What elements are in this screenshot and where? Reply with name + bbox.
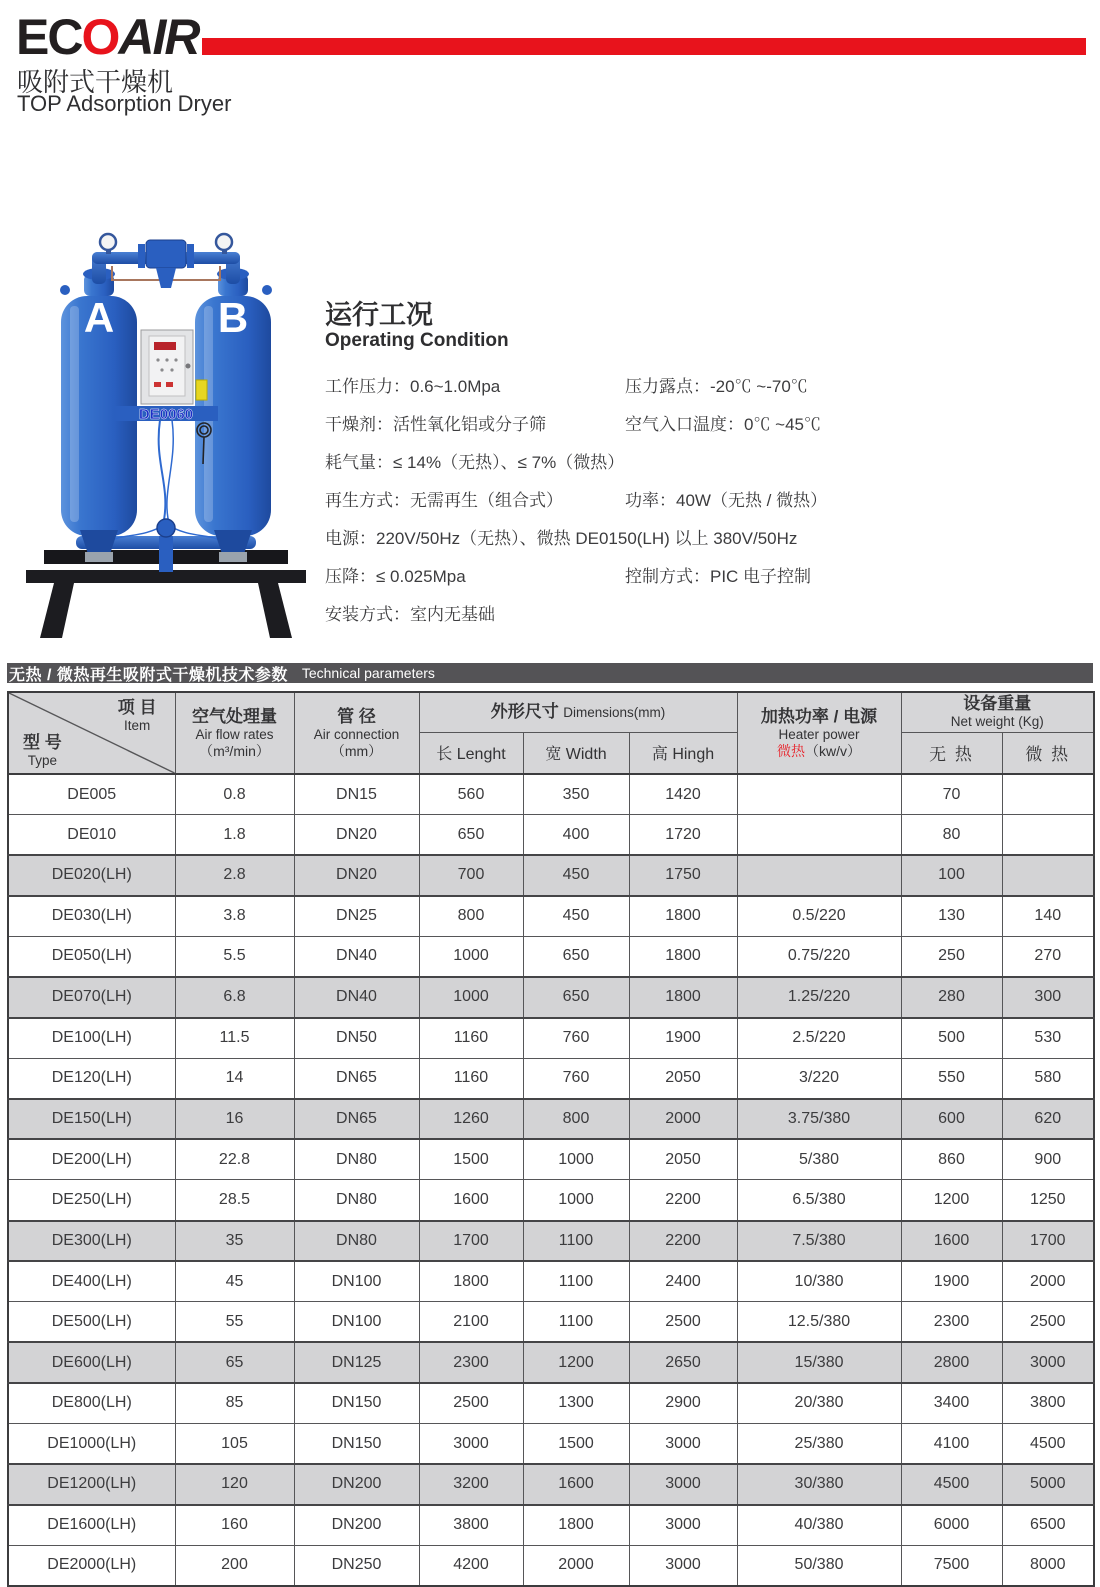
table-title-en: Technical parameters: [301, 665, 435, 681]
table-cell: DE2000(LH): [8, 1545, 175, 1586]
table-cell: 580: [1002, 1058, 1094, 1099]
table-cell: DE005: [8, 774, 175, 815]
table-cell: 2.8: [175, 855, 294, 896]
warning-tag: [196, 380, 207, 400]
table-cell: 3000: [629, 1464, 737, 1505]
table-cell: 50/380: [737, 1545, 901, 1586]
table-cell: 3.8: [175, 896, 294, 937]
table-cell: 650: [419, 815, 523, 856]
table-cell: DN50: [294, 1018, 419, 1059]
product-title-cn: 吸附式干燥机: [17, 67, 174, 97]
table-cell: DE150(LH): [8, 1099, 175, 1140]
table-cell: 100: [901, 855, 1002, 896]
table-cell: 300: [1002, 977, 1094, 1018]
table-cell: 6500: [1002, 1505, 1094, 1546]
table-cell: 3800: [1002, 1383, 1094, 1424]
table-cell: DE120(LH): [8, 1058, 175, 1099]
table-cell: 105: [175, 1424, 294, 1465]
controller-display: [154, 342, 176, 350]
table-cell: 3800: [419, 1505, 523, 1546]
header-type-item-cell: [8, 692, 175, 774]
table-cell: 5.5: [175, 936, 294, 977]
table-cell: DE200(LH): [8, 1139, 175, 1180]
table-cell: [737, 774, 901, 815]
table-cell: 800: [419, 896, 523, 937]
table-cell: 550: [901, 1058, 1002, 1099]
table-cell: 2200: [629, 1180, 737, 1221]
operating-left: 干燥剂：活性氧化铝或分子筛: [325, 415, 546, 434]
table-cell: [1002, 855, 1094, 896]
table-cell: DN15: [294, 774, 419, 815]
table-cell: 130: [901, 896, 1002, 937]
operating-right: 功率：40W（无热 / 微热）: [625, 491, 828, 510]
table-cell: 6.5/380: [737, 1180, 901, 1221]
table-cell: 1800: [629, 936, 737, 977]
table-cell: 6000: [901, 1505, 1002, 1546]
table-cell: 1500: [419, 1139, 523, 1180]
table-cell: 2050: [629, 1058, 737, 1099]
table-cell: 2650: [629, 1342, 737, 1383]
table-row: [8, 1545, 1094, 1586]
table-row: [8, 1139, 1094, 1180]
table-cell: DN100: [294, 1261, 419, 1302]
heater-hot-label: 微热: [777, 743, 806, 759]
logo-ec: EC: [16, 9, 82, 65]
table-row: [8, 1505, 1094, 1546]
controller-model-label: DE0060: [138, 406, 194, 423]
table-cell: 760: [523, 1058, 629, 1099]
table-cell: DN25: [294, 896, 419, 937]
table-cell: 20/380: [737, 1383, 901, 1424]
table-cell: 30/380: [737, 1464, 901, 1505]
table-cell: 2300: [419, 1342, 523, 1383]
table-cell: 0.75/220: [737, 936, 901, 977]
header-net-weight: 设备重量 Net weight (Kg): [901, 692, 1094, 732]
table-cell: 3000: [419, 1424, 523, 1465]
table-cell: 1100: [523, 1221, 629, 1262]
header-airflow: 空气处理量 Air flow rates （m³/min）: [175, 692, 294, 774]
table-row: [8, 1383, 1094, 1424]
table-cell: 1800: [629, 977, 737, 1018]
header-weight-heated: 微 热: [1002, 732, 1094, 774]
table-cell: 2800: [901, 1342, 1002, 1383]
base-leg-left: [40, 583, 74, 638]
product-photo: [20, 222, 312, 642]
operating-left: 安装方式：室内无基础: [325, 605, 495, 624]
technical-parameters-table: [7, 691, 1095, 1587]
table-cell: 2100: [419, 1302, 523, 1343]
table-row: [8, 1342, 1094, 1383]
table-cell: 900: [1002, 1139, 1094, 1180]
pressure-gauge-right: [216, 234, 232, 254]
operating-line: [325, 554, 1095, 592]
table-row: [8, 1261, 1094, 1302]
table-cell: 2050: [629, 1139, 737, 1180]
table-cell: 200: [175, 1545, 294, 1586]
table-cell: 3000: [629, 1545, 737, 1586]
table-cell: DE070(LH): [8, 977, 175, 1018]
table-body: [8, 774, 1094, 1586]
operating-line: [325, 364, 1095, 402]
logo-o: O: [81, 9, 119, 65]
table-cell: DE1200(LH): [8, 1464, 175, 1505]
table-cell: 16: [175, 1099, 294, 1140]
table-cell: DE100(LH): [8, 1018, 175, 1059]
operating-line: [325, 478, 1095, 516]
table-cell: 1900: [901, 1261, 1002, 1302]
table-cell: 5000: [1002, 1464, 1094, 1505]
table-cell: 4500: [1002, 1424, 1094, 1465]
table-cell: 15/380: [737, 1342, 901, 1383]
table-cell: 28.5: [175, 1180, 294, 1221]
table-cell: 3000: [629, 1424, 737, 1465]
operating-condition-section: [325, 300, 1095, 630]
table-cell: 2500: [1002, 1302, 1094, 1343]
table-cell: DN100: [294, 1302, 419, 1343]
table-row: [8, 1018, 1094, 1059]
header-heater-power: 加热功率 / 电源 Heater power 微热（kw/v）: [737, 692, 901, 774]
table-cell: 1000: [419, 936, 523, 977]
operating-left: 压降：≤ 0.025Mpa: [325, 567, 466, 586]
table-cell: 1300: [523, 1383, 629, 1424]
table-cell: 2500: [629, 1302, 737, 1343]
table-cell: 860: [901, 1139, 1002, 1180]
table-cell: 7.5/380: [737, 1221, 901, 1262]
table-cell: 2000: [629, 1099, 737, 1140]
table-cell: 10/380: [737, 1261, 901, 1302]
table-cell: 2.5/220: [737, 1018, 901, 1059]
table-row: [8, 977, 1094, 1018]
table-cell: 2300: [901, 1302, 1002, 1343]
table-cell: DE050(LH): [8, 936, 175, 977]
table-cell: 140: [1002, 896, 1094, 937]
table-cell: 14: [175, 1058, 294, 1099]
table-row: [8, 1424, 1094, 1465]
operating-left: 耗气量：≤ 14%（无热）、≤ 7%（微热）: [325, 453, 625, 472]
table-cell: DE300(LH): [8, 1221, 175, 1262]
table-cell: 3.75/380: [737, 1099, 901, 1140]
brand-accent-bar: [202, 38, 1086, 55]
operating-right: 空气入口温度：0℃ ~45℃: [625, 415, 822, 434]
table-cell: [737, 815, 901, 856]
table-cell: DN40: [294, 977, 419, 1018]
drain-valve: [157, 519, 175, 537]
table-cell: 2000: [523, 1545, 629, 1586]
dryer-illustration: [20, 222, 312, 642]
table-cell: DE1600(LH): [8, 1505, 175, 1546]
table-cell: 1.25/220: [737, 977, 901, 1018]
product-title-en: TOP Adsorption Dryer: [17, 91, 232, 116]
table-cell: 1700: [419, 1221, 523, 1262]
table-cell: 8000: [1002, 1545, 1094, 1586]
table-cell: 500: [901, 1018, 1002, 1059]
table-header: [8, 692, 1094, 774]
table-cell: 22.8: [175, 1139, 294, 1180]
table-cell: DE600(LH): [8, 1342, 175, 1383]
table-cell: 1750: [629, 855, 737, 896]
table-cell: 250: [901, 936, 1002, 977]
table-cell: 650: [523, 936, 629, 977]
table-cell: DN20: [294, 815, 419, 856]
operating-left: 再生方式：无需再生（组合式）: [325, 491, 563, 510]
operating-lines: [325, 364, 1095, 630]
table-cell: 450: [523, 896, 629, 937]
operating-right: 控制方式：PIC 电子控制: [625, 567, 812, 586]
table-cell: 280: [901, 977, 1002, 1018]
table-cell: 1100: [523, 1261, 629, 1302]
table-cell: 3200: [419, 1464, 523, 1505]
table-title-cn: 无热 / 微热再生吸附式干燥机技术参数: [9, 666, 288, 684]
table-cell: 1720: [629, 815, 737, 856]
table-cell: [1002, 774, 1094, 815]
table-cell: 1100: [523, 1302, 629, 1343]
table-cell: 70: [901, 774, 1002, 815]
table-row: [8, 1058, 1094, 1099]
table-cell: 4200: [419, 1545, 523, 1586]
table-cell: 1000: [523, 1139, 629, 1180]
table-cell: 1160: [419, 1058, 523, 1099]
table-cell: 530: [1002, 1018, 1094, 1059]
table-cell: 600: [901, 1099, 1002, 1140]
table-cell: 760: [523, 1018, 629, 1059]
controller-box: [141, 330, 193, 404]
operating-title-en: Operating Condition: [325, 330, 509, 351]
table-cell: [737, 855, 901, 896]
base-leg-right: [258, 583, 292, 638]
table-row: [8, 896, 1094, 937]
table-cell: DE030(LH): [8, 896, 175, 937]
tower-a-label: A: [83, 294, 115, 341]
table-cell: DE010: [8, 815, 175, 856]
table-row: [8, 774, 1094, 815]
table-cell: 1800: [629, 896, 737, 937]
header-weight-heatless: 无 热: [901, 732, 1002, 774]
table-row: [8, 855, 1094, 896]
operating-title-cn: 运行工况: [325, 300, 433, 330]
table-row: [8, 1302, 1094, 1343]
table-cell: 35: [175, 1221, 294, 1262]
table-cell: 560: [419, 774, 523, 815]
table-cell: DE1000(LH): [8, 1424, 175, 1465]
table-cell: DN65: [294, 1058, 419, 1099]
header-item: 项 目 Item: [117, 698, 157, 733]
table-cell: DN40: [294, 936, 419, 977]
table-cell: 4500: [901, 1464, 1002, 1505]
table-cell: DE800(LH): [8, 1383, 175, 1424]
header-width: 宽 Width: [523, 732, 629, 774]
table-cell: 700: [419, 855, 523, 896]
operating-line: [325, 592, 1095, 630]
header-type: 型 号 Type: [23, 733, 62, 768]
table-row: [8, 1099, 1094, 1140]
table-cell: DN250: [294, 1545, 419, 1586]
table-cell: DN65: [294, 1099, 419, 1140]
table-cell: 1000: [419, 977, 523, 1018]
table-cell: 45: [175, 1261, 294, 1302]
table-cell: 3400: [901, 1383, 1002, 1424]
table-cell: DE020(LH): [8, 855, 175, 896]
table-cell: [1002, 815, 1094, 856]
table-cell: DN20: [294, 855, 419, 896]
table-cell: DN150: [294, 1424, 419, 1465]
table-cell: 1900: [629, 1018, 737, 1059]
table-row: [8, 1464, 1094, 1505]
table-cell: 800: [523, 1099, 629, 1140]
table-cell: 4100: [901, 1424, 1002, 1465]
table-cell: DN80: [294, 1139, 419, 1180]
table-cell: 7500: [901, 1545, 1002, 1586]
table-cell: 65: [175, 1342, 294, 1383]
table-title-bar: [7, 663, 1093, 683]
table-cell: 6.8: [175, 977, 294, 1018]
table-cell: 80: [901, 815, 1002, 856]
table-cell: 2000: [1002, 1261, 1094, 1302]
table-cell: 1000: [523, 1180, 629, 1221]
header-length: 长 Lenght: [419, 732, 523, 774]
table-cell: DE400(LH): [8, 1261, 175, 1302]
changeover-valve: [146, 240, 186, 268]
table-cell: 55: [175, 1302, 294, 1343]
table-cell: 40/380: [737, 1505, 901, 1546]
table-cell: 400: [523, 815, 629, 856]
table-cell: 1700: [1002, 1221, 1094, 1262]
table-cell: 1250: [1002, 1180, 1094, 1221]
table-cell: 3000: [1002, 1342, 1094, 1383]
table-cell: DN80: [294, 1221, 419, 1262]
table-cell: 1260: [419, 1099, 523, 1140]
table-row: [8, 815, 1094, 856]
operating-line: [325, 402, 1095, 440]
header-connection: 管 径 Air connection （mm）: [294, 692, 419, 774]
table-cell: 1800: [419, 1261, 523, 1302]
table-cell: DE500(LH): [8, 1302, 175, 1343]
table-cell: 650: [523, 977, 629, 1018]
table-cell: 120: [175, 1464, 294, 1505]
table-cell: 1200: [901, 1180, 1002, 1221]
table-cell: 1.8: [175, 815, 294, 856]
header-height: 高 Hingh: [629, 732, 737, 774]
table-cell: 2400: [629, 1261, 737, 1302]
table-cell: DN200: [294, 1464, 419, 1505]
table-cell: 0.8: [175, 774, 294, 815]
table-cell: 1160: [419, 1018, 523, 1059]
table-row: [8, 1180, 1094, 1221]
table-cell: 1800: [523, 1505, 629, 1546]
tower-b-label: B: [217, 294, 249, 341]
table-cell: 1500: [523, 1424, 629, 1465]
table-cell: 11.5: [175, 1018, 294, 1059]
ecoair-logo: [16, 9, 199, 65]
table-cell: 1420: [629, 774, 737, 815]
table-cell: 350: [523, 774, 629, 815]
header-dimensions: 外形尺寸 Dimensions(mm): [419, 692, 737, 732]
table-row: [8, 1221, 1094, 1262]
table-cell: 3/220: [737, 1058, 901, 1099]
operating-right: 压力露点：-20℃ ~-70℃: [625, 377, 808, 396]
table-cell: 2500: [419, 1383, 523, 1424]
table-cell: DN150: [294, 1383, 419, 1424]
table-cell: 450: [523, 855, 629, 896]
table-row: [8, 936, 1094, 977]
operating-line: [325, 516, 1095, 554]
table-cell: 1600: [523, 1464, 629, 1505]
table-cell: DN125: [294, 1342, 419, 1383]
operating-left: 工作压力：0.6~1.0Mpa: [325, 377, 501, 396]
table-cell: 1600: [901, 1221, 1002, 1262]
table-cell: 12.5/380: [737, 1302, 901, 1343]
table-cell: 2200: [629, 1221, 737, 1262]
table-cell: 25/380: [737, 1424, 901, 1465]
table-cell: 3000: [629, 1505, 737, 1546]
table-cell: 2900: [629, 1383, 737, 1424]
operating-line: [325, 440, 1095, 478]
table-cell: DN80: [294, 1180, 419, 1221]
table-cell: DE250(LH): [8, 1180, 175, 1221]
table-cell: DN200: [294, 1505, 419, 1546]
table-cell: 5/380: [737, 1139, 901, 1180]
table-cell: 85: [175, 1383, 294, 1424]
operating-left: 电源：220V/50Hz（无热）、微热 DE0150(LH) 以上 380V/50Hz: [325, 529, 798, 548]
pressure-gauge-left: [100, 234, 116, 254]
table-cell: 1600: [419, 1180, 523, 1221]
table-cell: 270: [1002, 936, 1094, 977]
table-cell: 620: [1002, 1099, 1094, 1140]
table-cell: 160: [175, 1505, 294, 1546]
table-cell: 0.5/220: [737, 896, 901, 937]
logo-air: AIR: [118, 9, 199, 65]
table-cell: 1200: [523, 1342, 629, 1383]
